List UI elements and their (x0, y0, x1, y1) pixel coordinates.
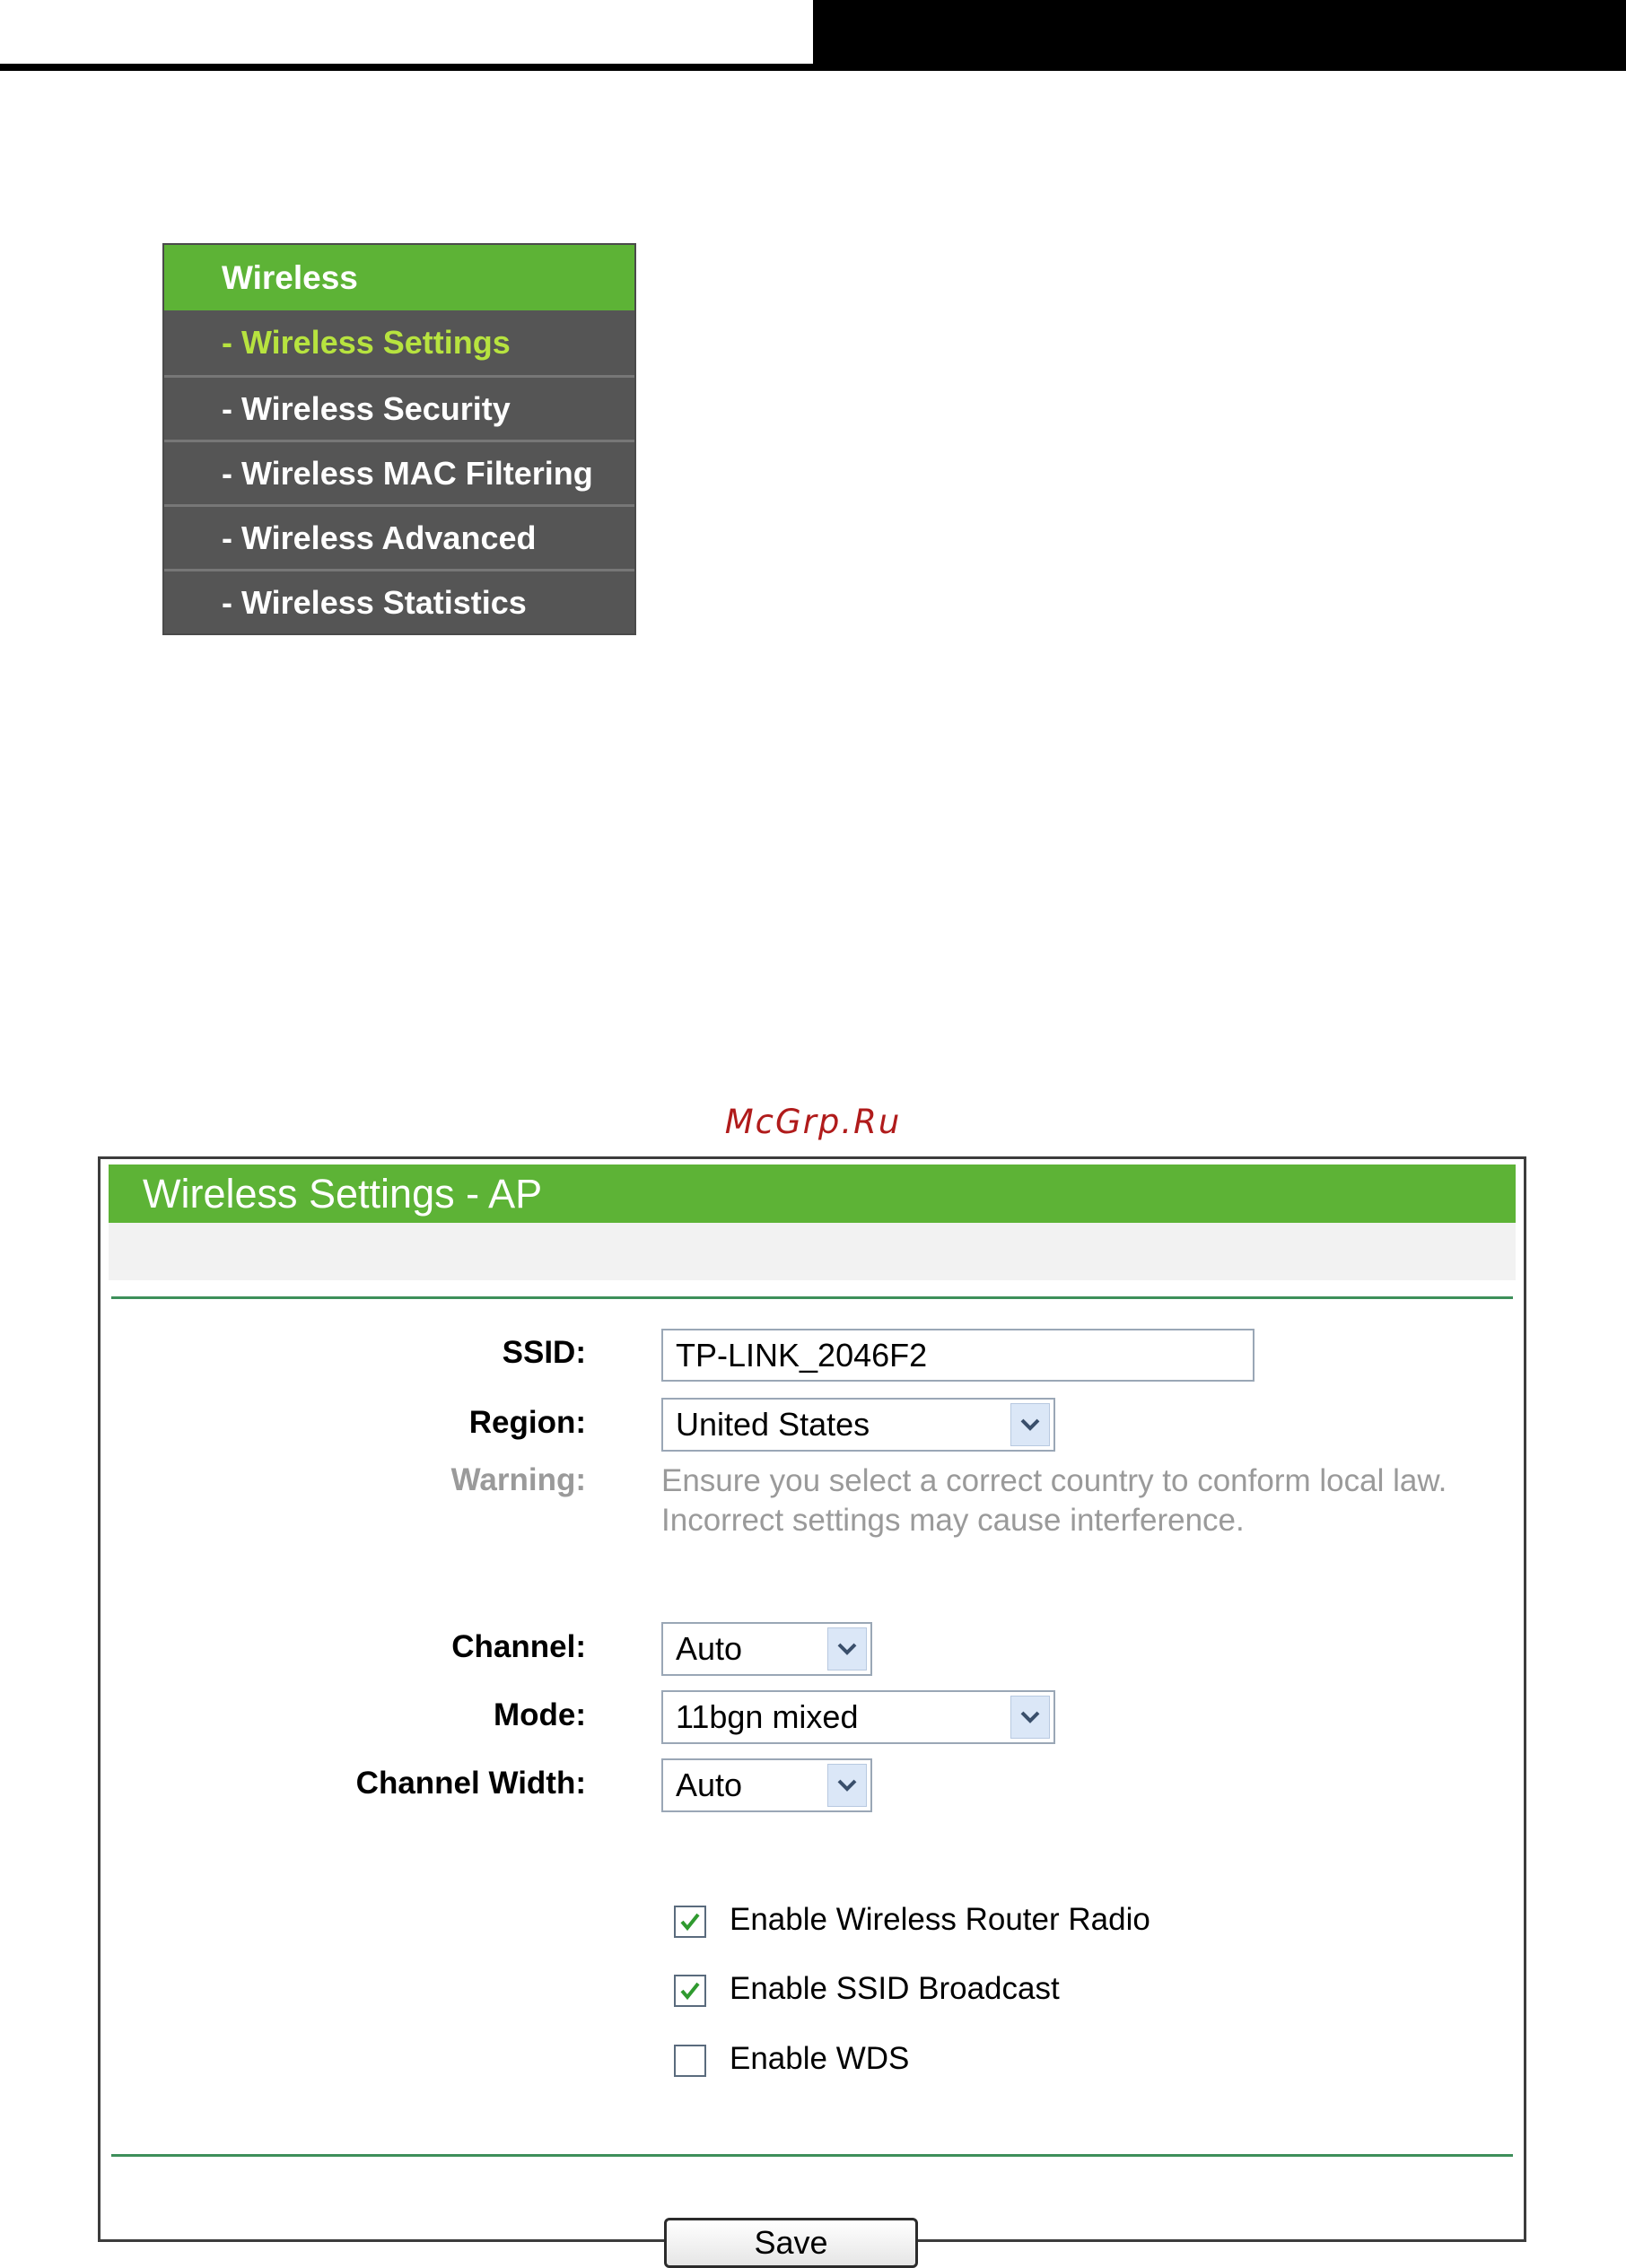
chevron-down-icon[interactable] (1010, 1403, 1050, 1446)
wireless-menu (162, 243, 636, 635)
panel-subheader (109, 1223, 1516, 1280)
channel-width-label: Channel Width: (355, 1766, 586, 1801)
checkmark-icon (679, 1912, 701, 1932)
channel-width-select[interactable] (661, 1758, 872, 1812)
enable-radio-checkbox[interactable] (674, 1906, 706, 1938)
warning-line-1: Ensure you select a correct country to conform local law. (661, 1463, 1447, 1498)
channel-label: Channel: (451, 1629, 586, 1664)
watermark: McGrp.Ru (724, 1103, 902, 1141)
chevron-down-icon[interactable] (1010, 1696, 1050, 1739)
region-select[interactable] (661, 1398, 1055, 1452)
chevron-down-icon[interactable] (827, 1627, 867, 1670)
warning-text (661, 1461, 1447, 1540)
panel-title: Wireless Settings - AP (109, 1165, 1516, 1223)
mode-select[interactable] (661, 1690, 1055, 1744)
menu-item-wireless-security[interactable]: - Wireless Security (164, 375, 634, 440)
enable-wds-checkbox[interactable] (674, 2045, 706, 2077)
channel-value: Auto (676, 1630, 743, 1667)
warning-line-2: Incorrect settings may cause interference. (661, 1503, 1245, 1538)
menu-item-wireless-settings[interactable]: - Wireless Settings (164, 310, 634, 375)
menu-item-wireless-mac-filtering[interactable]: - Wireless MAC Filtering (164, 440, 634, 504)
region-value: United States (676, 1406, 870, 1443)
header-block (813, 0, 1626, 66)
ssid-input[interactable]: TP-LINK_2046F2 (661, 1329, 1254, 1382)
mode-label: Mode: (493, 1697, 586, 1732)
divider-top (111, 1296, 1513, 1299)
enable-ssid-broadcast-label[interactable]: Enable SSID Broadcast (730, 1971, 1060, 2006)
enable-radio-label[interactable]: Enable Wireless Router Radio (730, 1902, 1150, 1937)
save-button[interactable]: Save (664, 2218, 918, 2268)
channel-select[interactable] (661, 1622, 872, 1676)
warning-label: Warning: (450, 1462, 586, 1497)
enable-ssid-broadcast-checkbox[interactable] (674, 1975, 706, 2007)
wireless-settings-panel (98, 1156, 1526, 2261)
menu-item-wireless-statistics[interactable]: - Wireless Statistics (164, 569, 634, 633)
enable-wds-label[interactable]: Enable WDS (730, 2041, 910, 2076)
ssid-label: SSID: (502, 1335, 586, 1370)
mode-value: 11bgn mixed (676, 1698, 859, 1735)
chevron-down-icon[interactable] (827, 1764, 867, 1807)
menu-header-wireless[interactable]: Wireless (164, 245, 634, 310)
divider-bottom (111, 2154, 1513, 2157)
channel-width-value: Auto (676, 1766, 743, 1803)
checkmark-icon (679, 1981, 701, 2001)
region-label: Region: (468, 1405, 586, 1440)
menu-item-wireless-advanced[interactable]: - Wireless Advanced (164, 504, 634, 569)
